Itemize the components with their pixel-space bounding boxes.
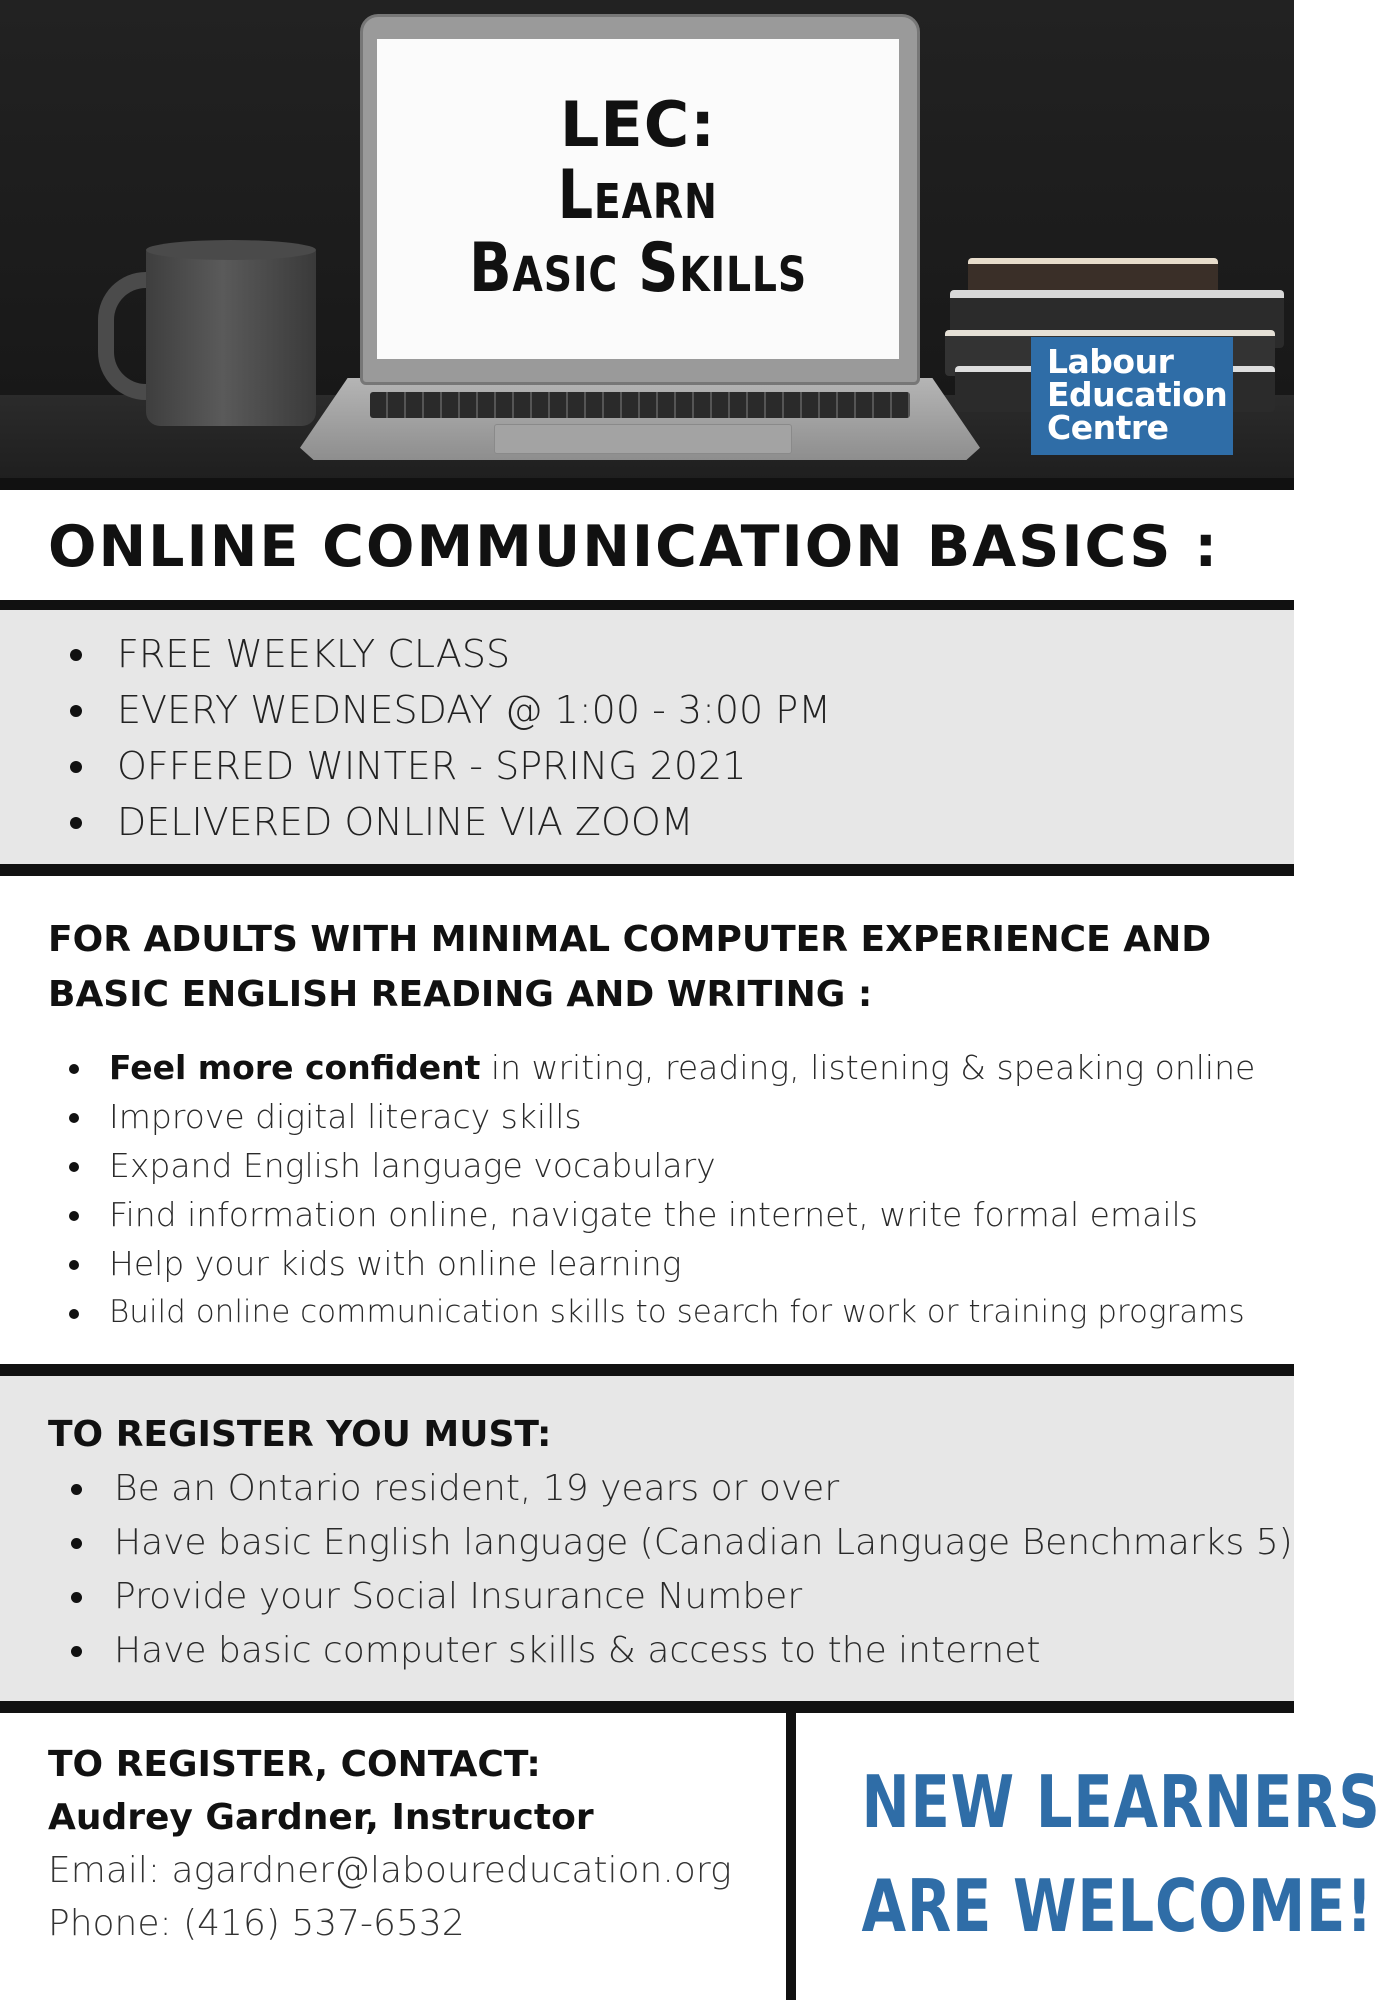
coffee-mug-icon [146,248,316,426]
list-item: Have basic computer skills & access to the internet [48,1624,1293,1678]
bullet-icon [71,1538,82,1549]
mug-rim [146,240,316,260]
logo-line: Centre [1047,408,1169,447]
list-item: Feel more confident in writing, reading, listening & speaking online [48,1043,1255,1092]
divider [0,600,1294,610]
welcome-line2: ARE WELCOME! [861,1864,1374,1948]
hero-photo [0,0,1294,478]
bullet-icon [69,1162,79,1172]
list-item: DELIVERED ONLINE VIA ZOOM [48,794,831,850]
lec-logo [1031,337,1233,455]
divider [0,1364,1294,1376]
welcome-line1: NEW LEARNERS [861,1760,1381,1844]
list-item: Improve digital literacy skills [48,1092,1255,1141]
divider [0,1701,1294,1713]
bullet-icon [69,1260,79,1270]
contact-heading: TO REGISTER, CONTACT: [48,1744,541,1785]
screen-title-line2: Learn [557,156,719,236]
bullet-icon [70,761,82,773]
list-item: Have basic English language (Canadian Language Benchmarks 5) [48,1516,1293,1570]
bullet-icon [70,649,82,661]
contact-phone: Phone: (416) 537-6532 [48,1903,465,1944]
list-item: Be an Ontario resident, 19 years or over [48,1462,1293,1516]
bullet-icon [69,1211,79,1221]
bullet-icon [70,705,82,717]
contact-block [48,1738,732,1950]
audience-heading: BASIC ENGLISH READING AND WRITING : [48,974,873,1015]
contact-name: Audrey Gardner, Instructor [48,1797,594,1838]
screen-title-line3: Basic Skills [469,229,807,309]
class-details-list [48,626,831,850]
list-item: FREE WEEKLY CLASS [48,626,831,682]
laptop-trackpad [494,424,792,454]
list-item: Find information online, navigate the internet, write formal emails [48,1190,1255,1239]
bullet-icon [69,1309,79,1319]
bullet-icon [69,1064,79,1074]
requirements-heading: TO REGISTER YOU MUST: [48,1414,552,1455]
benefits-list [48,1043,1255,1337]
logo-line: Labour [1047,342,1174,381]
bullet-icon [70,817,82,829]
list-item: Help your kids with online learning [48,1239,1255,1288]
list-item: Expand English language vocabulary [48,1141,1255,1190]
vertical-divider [786,1713,796,2000]
page-title: ONLINE COMMUNICATION BASICS : [48,514,1220,580]
list-item: Provide your Social Insurance Number [48,1570,1293,1624]
screen-title-line1: LEC: [559,88,717,162]
laptop-screen [377,39,899,359]
bullet-icon [71,1484,82,1495]
requirements-list [48,1462,1293,1678]
divider [0,864,1294,876]
list-item: Build online communication skills to search for work or training programs [48,1288,1255,1337]
laptop-keyboard [370,392,910,418]
bullet-icon [71,1646,82,1657]
laptop-icon [360,14,920,385]
bullet-icon [71,1592,82,1603]
audience-heading: FOR ADULTS WITH MINIMAL COMPUTER EXPERIENCE AND [48,919,1212,960]
logo-line: Education [1047,375,1228,414]
divider [0,478,1294,490]
list-item: EVERY WEDNESDAY @ 1:00 - 3:00 PM [48,682,831,738]
bullet-icon [69,1113,79,1123]
welcome-message [815,1750,1381,1958]
list-item: OFFERED WINTER - SPRING 2021 [48,738,831,794]
contact-email: Email: agardner@laboureducation.org [48,1850,732,1891]
